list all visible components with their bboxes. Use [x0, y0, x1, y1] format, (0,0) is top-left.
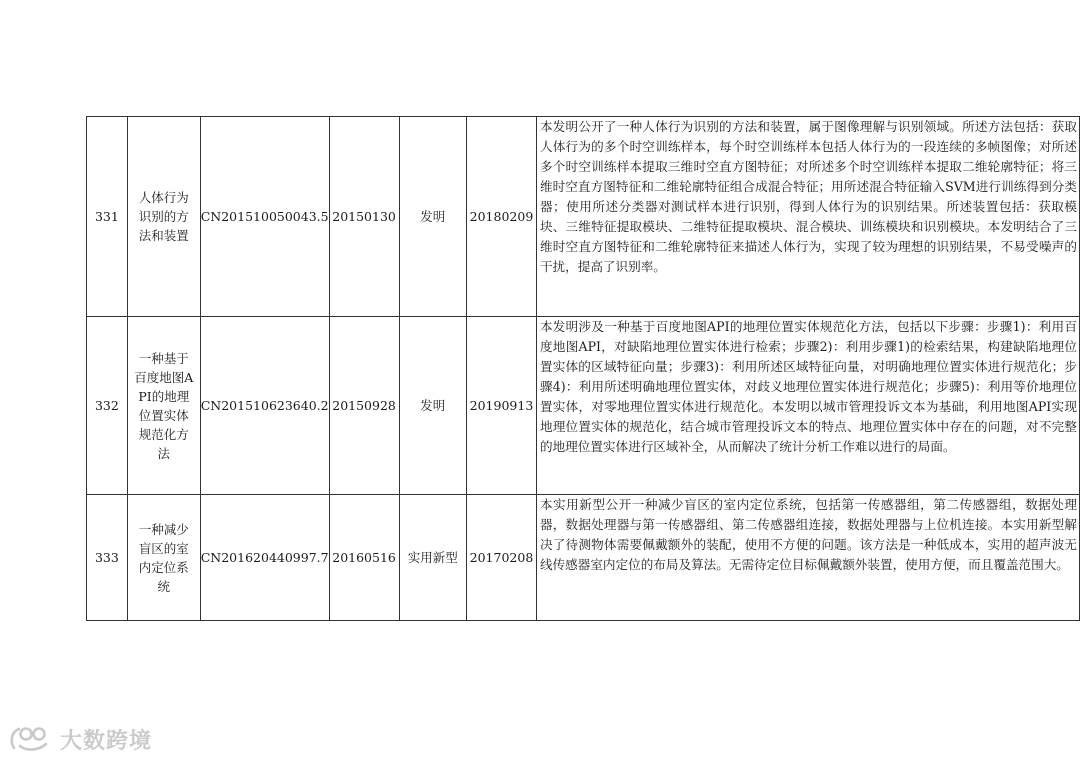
patent-name: 一种减少盲区的室内定位系统: [138, 521, 189, 594]
row-number: 333: [87, 495, 128, 621]
application-number: CN201620440997.7: [200, 495, 329, 621]
watermark: [8, 722, 152, 756]
row-number: 331: [87, 117, 128, 317]
patent-abstract: 本发明公开了一种人体行为识别的方法和装置，属于图像理解与识别领域。所述方法包括：获取人体行为的多个时空训练样本，每个时空训练样本包括人体行为的一段连续的多帧图像；对所述多个时空训练样本提取三维时空直方图特征；对所述多个时空训练样本提取二维轮廓特征；将三维时空直方图特征和二维轮廓特征组合成混合特征；用所述混合特征输入SVM进行训练得到分类器；使用所述分类器对测试样本进行识别，得到人体行为的识别结果。所述装置包括：获取模块、三维特征提取模块、二维特征提取模块、混合模块、训练模块和识别模块。本发明结合了三维时空直方图特征和二维轮廓特征来描述人体行为，实现了较为理想的识别结果，不易受噪声的干扰，提高了识别率。: [536, 117, 1079, 317]
patent-type: 发明: [399, 317, 466, 495]
row-number: 332: [87, 317, 128, 495]
application-number: CN201510050043.5: [200, 117, 329, 317]
patent-abstract: 本发明涉及一种基于百度地图API的地理位置实体规范化方法，包括以下步骤：步骤1)：利用百度地图API，对缺陷地理位置实体进行检索；步骤2)：利用步骤1)的检索结果，构建缺陷地理位置实体的区域特征向量；步骤3)：利用所述区域特征向量，对明确地理位置实体进行规范化；步骤4)：利用所述明确地理位置实体，对歧义地理位置实体进行规范化；步骤5)：利用等价地理位置实体，对零地理位置实体进行规范化。本发明以城市管理投诉文本为基础，利用地图API实现地理位置实体的规范化，结合城市管理投诉文本的特点、地理位置实体中存在的问题，对不完整的地理位置实体进行区域补全，从而解决了统计分析工作难以进行的局面。: [536, 317, 1079, 495]
application-number: CN201510623640.2: [200, 317, 329, 495]
patent-type: 实用新型: [399, 495, 466, 621]
publication-date: 20170208: [467, 495, 537, 621]
patent-type: 发明: [399, 117, 466, 317]
publication-date: 20190913: [467, 317, 537, 495]
watermark-logo-icon: [8, 724, 54, 754]
patent-name: 一种基于百度地图API的地理位置实体规范化方法: [134, 350, 194, 461]
patent-name-cell: [127, 117, 200, 317]
table-row: [87, 117, 1080, 317]
application-date: 20150928: [329, 317, 399, 495]
publication-date: 20180209: [467, 117, 537, 317]
application-date: 20160516: [329, 495, 399, 621]
patent-name-cell: [127, 317, 200, 495]
table-row: [87, 495, 1080, 621]
watermark-text: 大数跨境: [60, 728, 153, 754]
patent-abstract: 本实用新型公开一种减少盲区的室内定位系统，包括第一传感器组，第二传感器组，数据处理器，数据处理器与第一传感器组、第二传感器组连接，数据处理器与上位机连接。本实用新型解决了待测物体需要佩戴额外的装配，使用不方便的问题。该方法是一种低成本，实用的超声波无线传感器室内定位的布局及算法。无需待定位目标佩戴额外装置，使用方便，而且覆盖范围大。: [536, 495, 1079, 621]
patent-name-cell: [127, 495, 200, 621]
patent-table: [86, 116, 1080, 621]
application-date: 20150130: [329, 117, 399, 317]
patent-name: 人体行为识别的方法和装置: [138, 190, 189, 243]
table-row: [87, 317, 1080, 495]
